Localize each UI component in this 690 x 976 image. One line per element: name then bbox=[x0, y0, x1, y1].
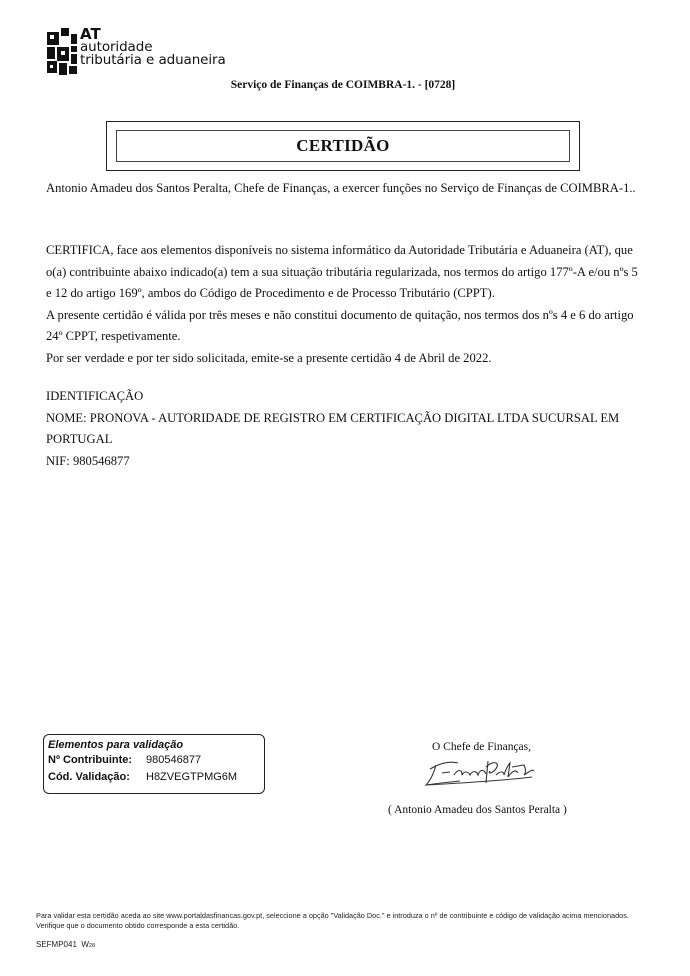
logo-text bbox=[80, 27, 226, 67]
intro-text: Antonio Amadeu dos Santos Peralta, Chefe de Finanças, a exercer funções no Serviço de Finanças de COIMBRA-1.. bbox=[46, 181, 636, 195]
validation-box bbox=[43, 734, 265, 794]
issuance-paragraph: Por ser verdade e por ter sido solicitada, emite-se a presente certidão 4 de Abril de 2022. bbox=[46, 350, 492, 365]
logo-line-1: autoridade bbox=[80, 39, 153, 55]
logo-line-2: tributária e aduaneira bbox=[80, 52, 226, 68]
form-code bbox=[36, 940, 95, 949]
validation-code-label: Cód. Validação: bbox=[48, 771, 130, 783]
certifica-paragraph: CERTIFICA, face aos elementos disponíveis no sistema informático da Autoridade Tributária e Aduaneira (AT), que o(a) contribuinte abaixo indicado(a) tem a sua situação tributária regularizada, nos termos do artigo 177º-A e/ou nºs 5 e 12 do artigo 169º, ambos do Código de Procedimento e de Processo Tributário (CPPT). bbox=[46, 243, 638, 300]
title-box bbox=[106, 121, 580, 171]
validation-code-row bbox=[48, 771, 238, 783]
handwritten-signature bbox=[420, 755, 540, 789]
signer-role: O Chefe de Finanças, bbox=[432, 741, 531, 753]
certification-section bbox=[46, 240, 641, 369]
page-title: CERTIDÃO bbox=[116, 130, 570, 162]
form-version-prefix: W bbox=[81, 940, 89, 949]
validation-instructions: Para validar esta certidão aceda ao site www.portaldasfinancas.gov.pt, seleccione a opção "Validação Doc." e introduza o nº de contribuinte e código de validação acima mencionados. Verifique que o documento obtido corresponde a esta certidão. bbox=[36, 911, 629, 930]
validation-title: Elementos para validação bbox=[48, 739, 184, 751]
form-version: 28 bbox=[88, 943, 96, 949]
intro-paragraph bbox=[46, 178, 641, 200]
contribuinte-row bbox=[48, 754, 202, 766]
logo-at: AT bbox=[80, 25, 101, 43]
form-code-text: SEFMP041 bbox=[36, 940, 77, 949]
contribuinte-label: Nº Contribuinte: bbox=[48, 754, 133, 766]
service-office-text: Serviço de Finanças de COIMBRA-1. - [0728] bbox=[230, 79, 456, 91]
validity-paragraph: A presente certidão é válida por três meses e não constitui documento de quitação, nos termos dos nºs 4 e 6 do artigo 24º CPPT, respetivamente. bbox=[46, 307, 634, 343]
signer-name: ( Antonio Amadeu dos Santos Peralta ) bbox=[388, 804, 567, 816]
at-logo bbox=[46, 25, 236, 80]
identification-section bbox=[46, 386, 641, 472]
identification-heading: IDENTIFICAÇÃO bbox=[46, 389, 144, 403]
validation-code-value: H8ZVEGTPMG6M bbox=[146, 771, 238, 783]
contribuinte-value: 980546877 bbox=[146, 754, 202, 766]
identification-nif: NIF: 980546877 bbox=[46, 453, 130, 468]
at-logo-icon bbox=[46, 28, 78, 78]
service-office bbox=[0, 79, 690, 91]
identification-name: NOME: PRONOVA - AUTORIDADE DE REGISTRO EM CERTIFICAÇÃO DIGITAL LTDA SUCURSAL EM PORTUGAL bbox=[46, 410, 620, 446]
